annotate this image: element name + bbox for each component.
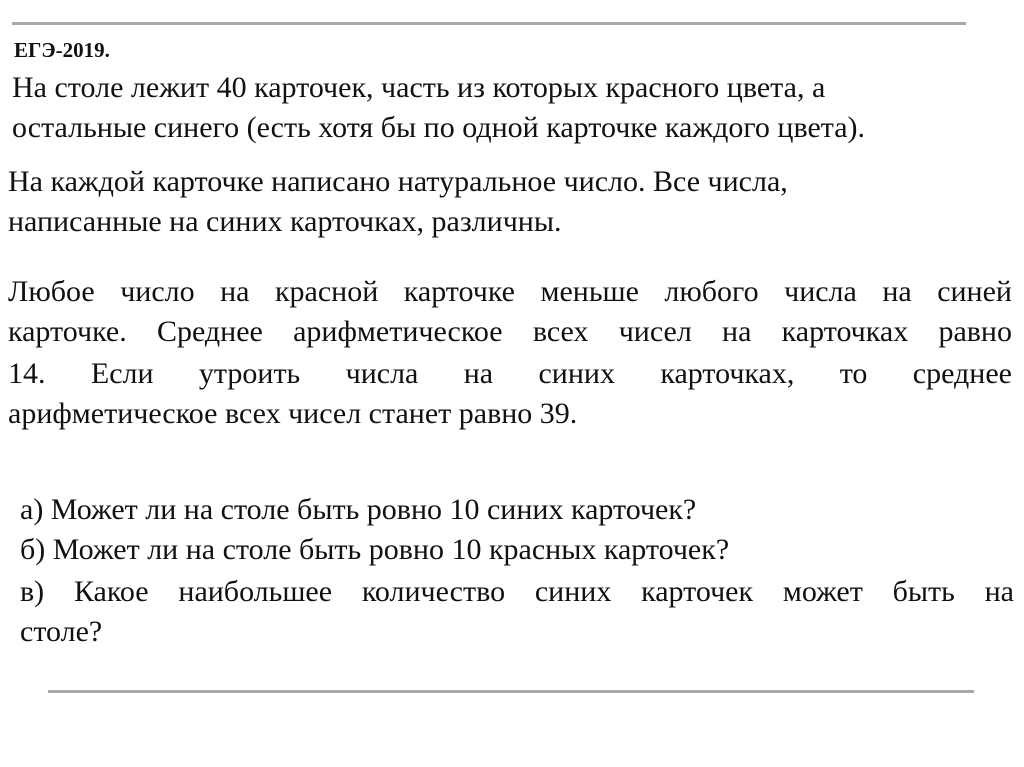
intro-line-2: остальные синего (есть хотя бы по одной карточке каждого цвета). [12, 111, 866, 144]
top-divider [12, 22, 966, 25]
question-c-line-1: в) Какое наибольшее количество синих карточек может быть на [20, 575, 1014, 608]
condition-line-4: арифметическое всех чисел станет равно 39. [8, 397, 578, 430]
numbers-note-line-1: На каждой карточке написано натуральное число. Все числа, [8, 165, 788, 198]
condition-line-1: Любое число на красной карточке меньше любого числа на синей [8, 275, 1012, 308]
condition-line-2: карточке. Среднее арифметическое всех чисел на карточках равно [8, 315, 1012, 348]
intro-line-1: На столе лежит 40 карточек, часть из которых красного цвета, а [12, 71, 826, 104]
numbers-note-line-2: написанные на синих карточках, различны. [8, 205, 562, 238]
question-c-line-2: столе? [20, 615, 103, 648]
question-b: б) Может ли на столе быть ровно 10 красных карточек? [20, 533, 730, 566]
condition-line-3: 14. Если утроить числа на синих карточках, то среднее [8, 357, 1012, 390]
exam-heading: ЕГЭ-2019. [14, 38, 110, 62]
question-a: а) Может ли на столе быть ровно 10 синих карточек? [20, 493, 697, 526]
bottom-divider [48, 690, 974, 693]
